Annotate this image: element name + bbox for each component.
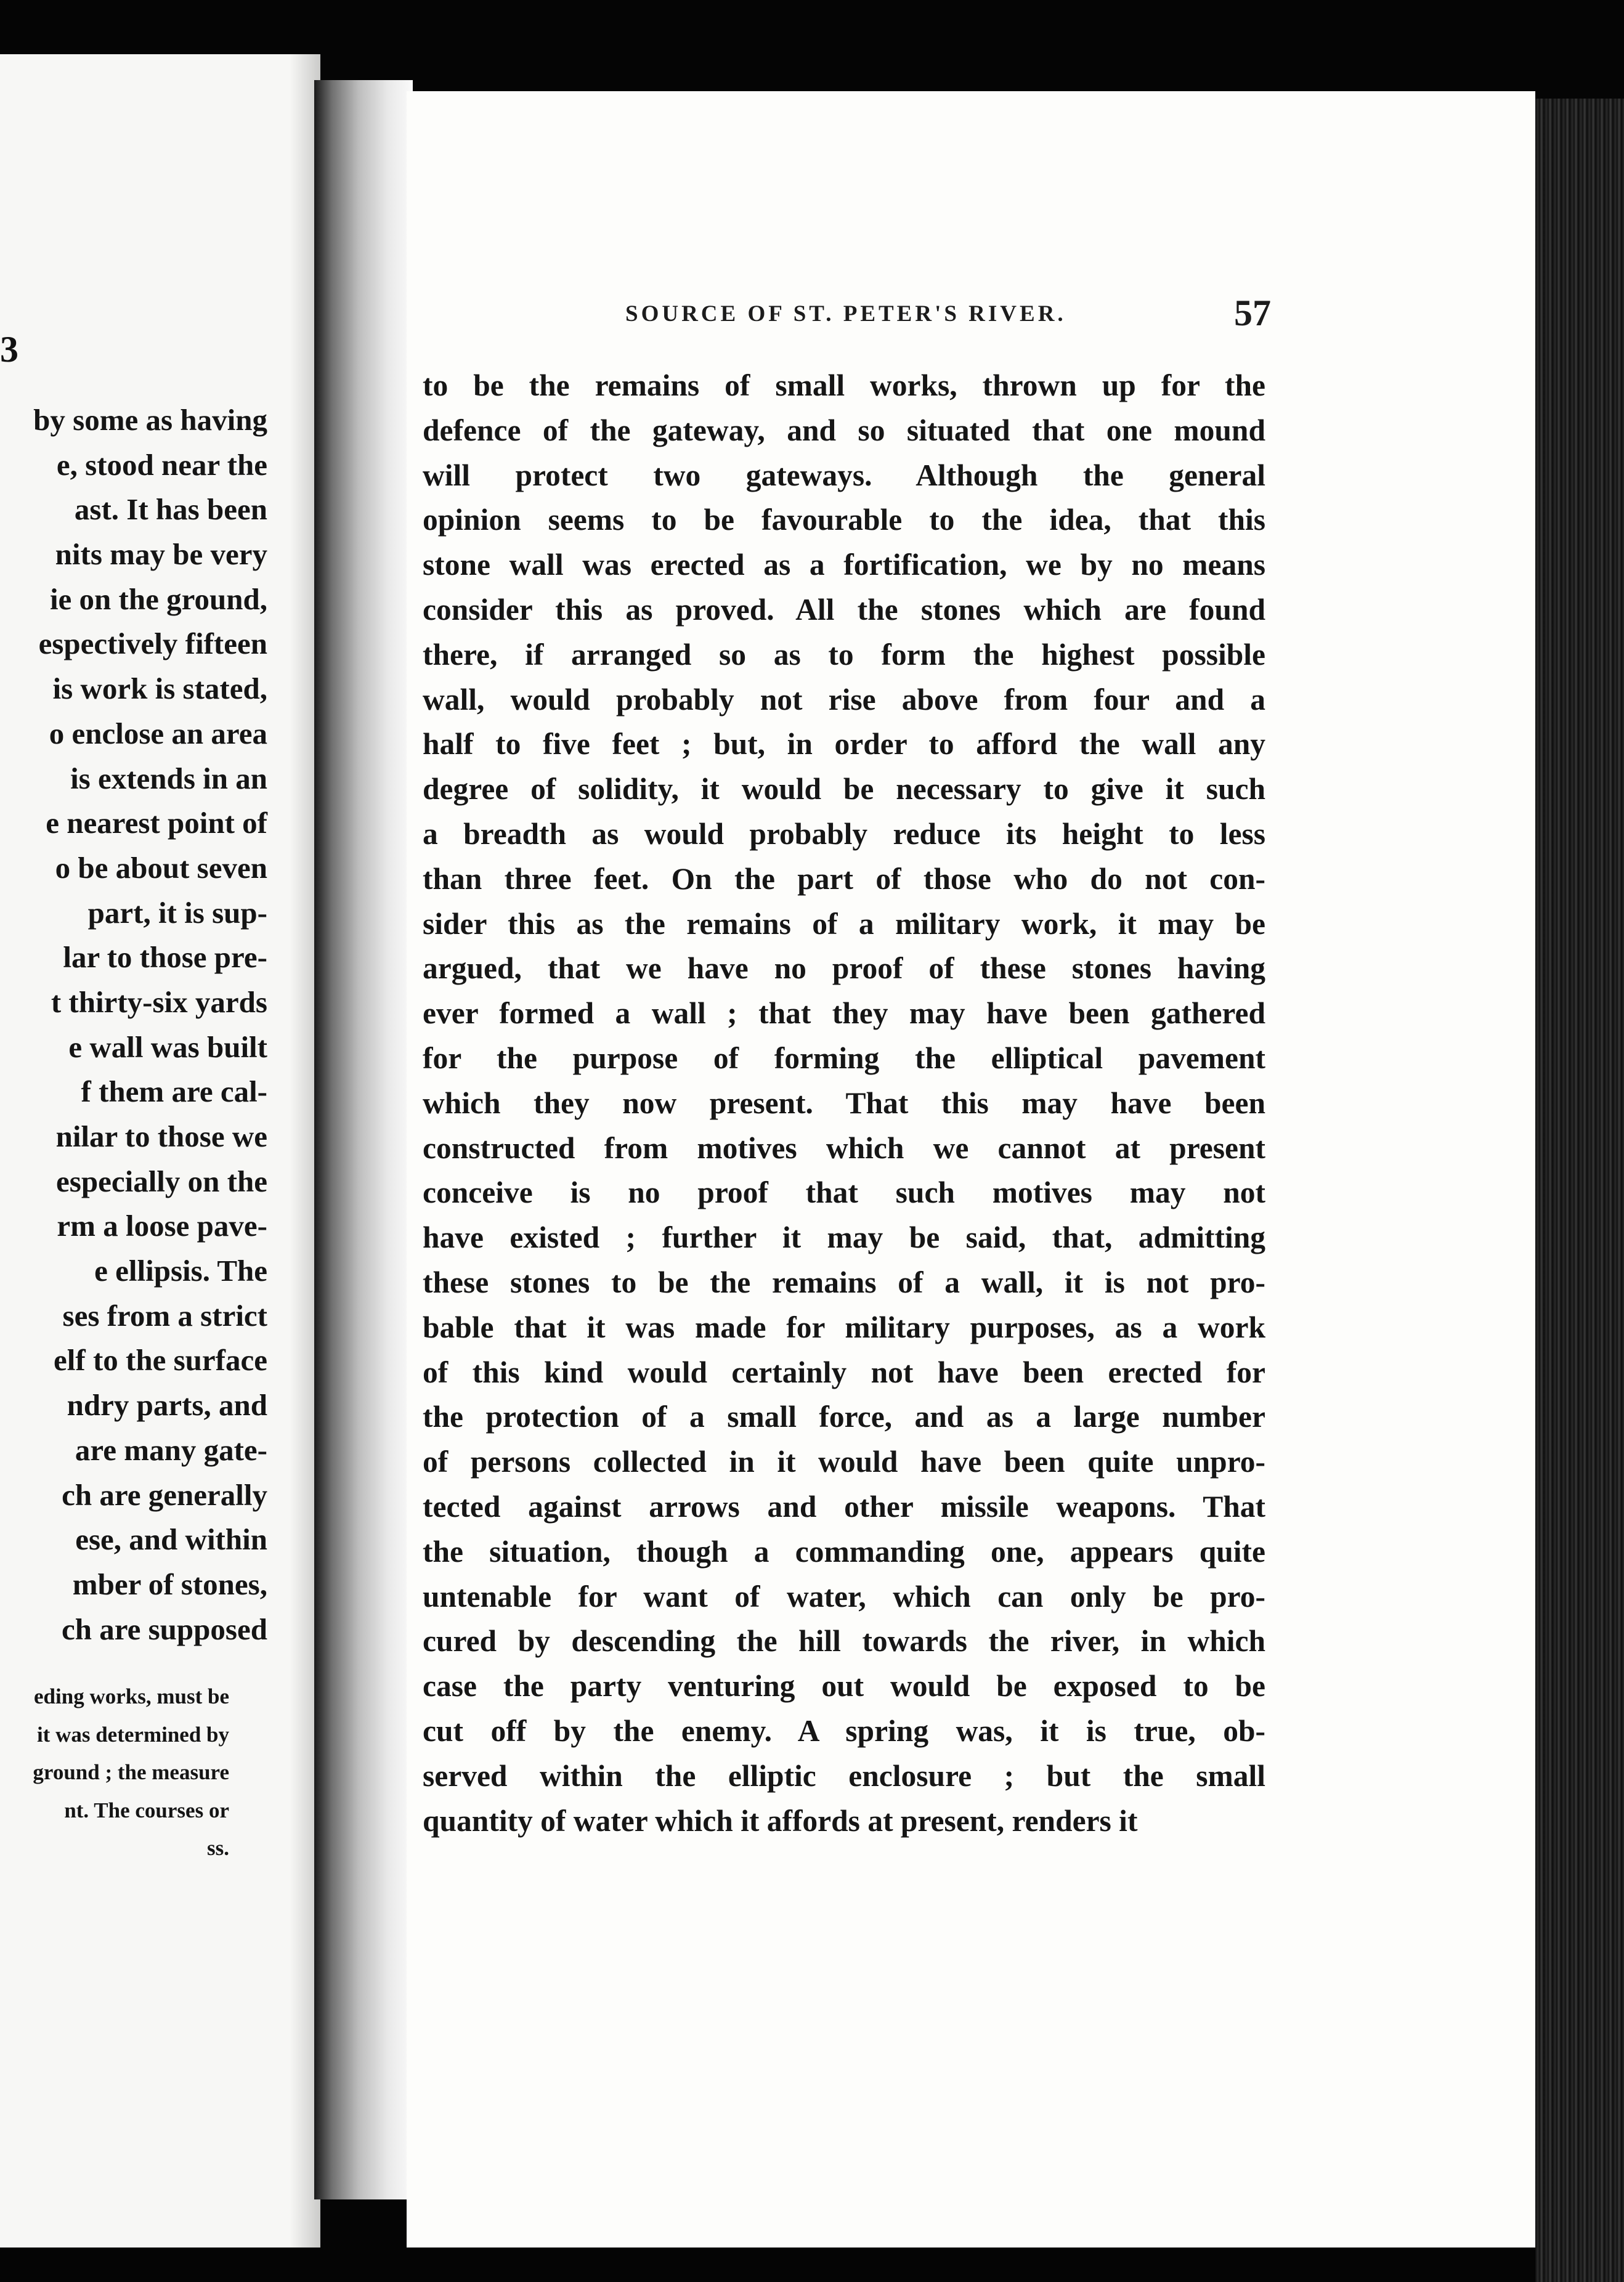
body-text-line: a breadth as would probably reduce its height to less: [423, 816, 1265, 851]
left-text-line: ie on the ground,: [49, 582, 267, 616]
left-text-line: o be about seven: [55, 850, 267, 885]
body-text-line: ever formed a wall ; that they may have been gathered: [423, 996, 1265, 1031]
left-text-line: especially on the: [56, 1164, 267, 1198]
left-margin-mark: 3: [0, 329, 18, 370]
left-footnote-line: eding works, must be: [34, 1684, 229, 1708]
body-text-line: case the party venturing out would be exposed to be: [423, 1669, 1265, 1703]
body-text-line: have existed ; further it may be said, that, admitting: [423, 1220, 1265, 1255]
page-number: 57: [1234, 293, 1271, 333]
left-text-line: e nearest point of: [46, 806, 267, 840]
left-text-line: f them are cal-: [81, 1074, 267, 1109]
left-text-line: mber of stones,: [72, 1567, 267, 1601]
body-text-line: half to five feet ; but, in order to afford the wall any: [423, 727, 1265, 761]
left-footnote-line: nt. The courses or: [64, 1798, 229, 1822]
running-head: SOURCE OF ST. PETER'S RIVER.: [625, 301, 1066, 327]
left-footnote-line: it was determined by: [36, 1722, 229, 1747]
left-text-line: ch are generally: [62, 1477, 267, 1512]
body-text-line: untenable for want of water, which can only be pro-: [423, 1579, 1265, 1614]
body-text-line: cured by descending the hill towards the river, in which: [423, 1624, 1265, 1659]
body-text-line: for the purpose of forming the elliptical pavement: [423, 1041, 1265, 1075]
body-text-line: opinion seems to be favourable to the idea, that this: [423, 503, 1265, 537]
left-text-line: rm a loose pave-: [57, 1209, 267, 1243]
left-text-line: are many gate-: [75, 1432, 267, 1467]
body-text-line: bable that it was made for military purposes, as a work: [423, 1310, 1265, 1344]
body-text-line: constructed from motives which we cannot at present: [423, 1131, 1265, 1165]
body-text-line: served within the elliptic enclosure ; but the small: [423, 1758, 1265, 1793]
body-text-line: sider this as the remains of a military work, it may be: [423, 906, 1265, 941]
body-text-line: conceive is no proof that such motives may not: [423, 1176, 1265, 1210]
body-text-line: of persons collected in it would have been quite unpro-: [423, 1445, 1265, 1479]
left-text-line: ses from a strict: [62, 1298, 267, 1333]
body-text-line: the protection of a small force, and as a large number: [423, 1400, 1265, 1434]
body-text-line: the situation, though a commanding one, appears quite: [423, 1534, 1265, 1569]
body-text-line: these stones to be the remains of a wall, it is not pro-: [423, 1265, 1265, 1299]
left-page-footnotes: [33, 1678, 229, 1867]
book-gutter: [314, 80, 413, 2199]
left-text-line: nilar to those we: [55, 1119, 267, 1153]
body-text-line: stone wall was erected as a fortification, we by no means: [423, 548, 1265, 582]
body-text-line: which they now present. That this may have been: [423, 1086, 1265, 1120]
body-text-line: tected against arrows and other missile weapons. That: [423, 1489, 1265, 1524]
left-text-line: espectively fifteen: [38, 627, 267, 661]
body-text-line: will protect two gateways. Although the general: [423, 458, 1265, 492]
right-page-body: [423, 363, 1265, 1843]
left-text-line: ndry parts, and: [67, 1388, 267, 1423]
left-text-line: part, it is sup-: [87, 895, 267, 930]
left-text-line: elf to the surface: [54, 1343, 267, 1378]
left-text-line: is work is stated,: [52, 672, 267, 706]
left-page-body: [33, 398, 267, 1652]
left-text-line: by some as having: [33, 403, 267, 437]
body-text-line: cut off by the enemy. A spring was, it is true, ob-: [423, 1713, 1265, 1748]
left-text-line: ese, and within: [75, 1522, 267, 1557]
left-page: [0, 54, 320, 2247]
body-text-line: there, if arranged so as to form the highest possible: [423, 637, 1265, 672]
left-text-line: t thirty-six yards: [51, 985, 267, 1019]
page-edges: [1535, 99, 1624, 2282]
left-footnote-line: ss.: [207, 1836, 229, 1860]
body-text-line: quantity of water which it affords at present, renders it: [423, 1803, 1138, 1838]
body-text-line: consider this as proved. All the stones which are found: [423, 592, 1265, 627]
left-text-line: e, stood near the: [56, 447, 267, 482]
left-footnote-line: ground ; the measure: [33, 1760, 229, 1784]
left-text-line: ast. It has been: [74, 492, 267, 527]
left-text-line: o enclose an area: [49, 716, 267, 750]
body-text-line: argued, that we have no proof of these stones having: [423, 951, 1265, 986]
body-text-line: wall, would probably not rise above from four and a: [423, 682, 1265, 717]
body-text-line: than three feet. On the part of those who do not con-: [423, 861, 1265, 896]
body-text-line: defence of the gateway, and so situated that one mound: [423, 413, 1265, 447]
left-text-line: lar to those pre-: [63, 940, 267, 975]
left-text-line: e wall was built: [68, 1029, 267, 1064]
left-text-line: nits may be very: [55, 537, 267, 572]
body-text-line: of this kind would certainly not have been erected for: [423, 1355, 1265, 1389]
left-text-line: is extends in an: [70, 761, 267, 795]
body-text-line: degree of solidity, it would be necessary to give it such: [423, 772, 1265, 806]
body-text-line: to be the remains of small works, thrown up for the: [423, 368, 1265, 402]
left-text-line: e ellipsis. The: [94, 1254, 267, 1288]
left-text-line: ch are supposed: [61, 1612, 267, 1646]
